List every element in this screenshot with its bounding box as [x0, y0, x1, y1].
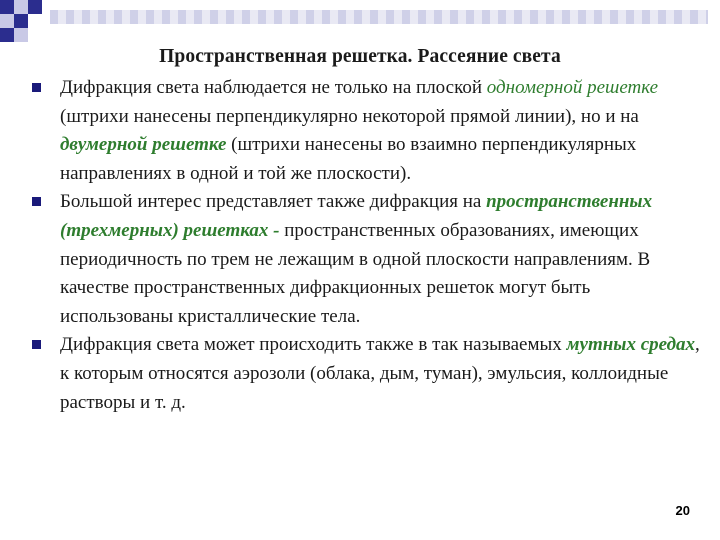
bullet-square-icon [32, 83, 41, 92]
emphasis-term: одномерной решетке [486, 77, 659, 98]
bullet-item [30, 331, 700, 417]
decor-square [14, 0, 28, 14]
bullet-text: Дифракция света наблюдается не только на плоской [60, 77, 487, 98]
emphasis-term: пространственных (трехмерных) решетках - [60, 191, 653, 241]
bullet-text: (штрихи нанесены во взаимно перпендикулярных направлениях в одной и той же плоскости). [60, 134, 637, 184]
bullet-item [30, 74, 700, 188]
page-number: 20 [675, 503, 690, 518]
bullet-item [30, 188, 700, 331]
decor-square [0, 28, 14, 42]
bullet-text: Большой интерес представляет также дифракция на [60, 191, 487, 213]
bullet-text: пространственных образованиях, имеющих периодичность по трем не лежащим в одной плоскости направлениям. В качестве пространственных дифракционных решеток могут быть использованы кристаллические тела. [60, 219, 651, 327]
slide-title: Пространственная решетка. Рассеяние света [159, 46, 561, 67]
decor-square [14, 28, 28, 42]
emphasis-term: мутных средах [566, 334, 696, 356]
decor-square [0, 14, 14, 28]
bullet-text: Дифракция света может происходить также в так называемых [60, 334, 567, 356]
bullet-square-icon [32, 197, 41, 206]
decor-square [28, 0, 42, 14]
decor-top-bar [50, 10, 708, 24]
decor-square [14, 14, 28, 28]
bullet-text: , к которым относятся аэрозоли (облака, дым, туман), эмульсия, коллоидные растворы и т. д. [60, 334, 700, 413]
slide-body [30, 74, 700, 417]
emphasis-term: двумерной решетке [60, 134, 227, 156]
bullet-square-icon [32, 340, 41, 349]
bullet-text: (штрихи нанесены перпендикулярно некоторой прямой линии), но и на [60, 105, 639, 127]
decor-square [0, 0, 14, 14]
